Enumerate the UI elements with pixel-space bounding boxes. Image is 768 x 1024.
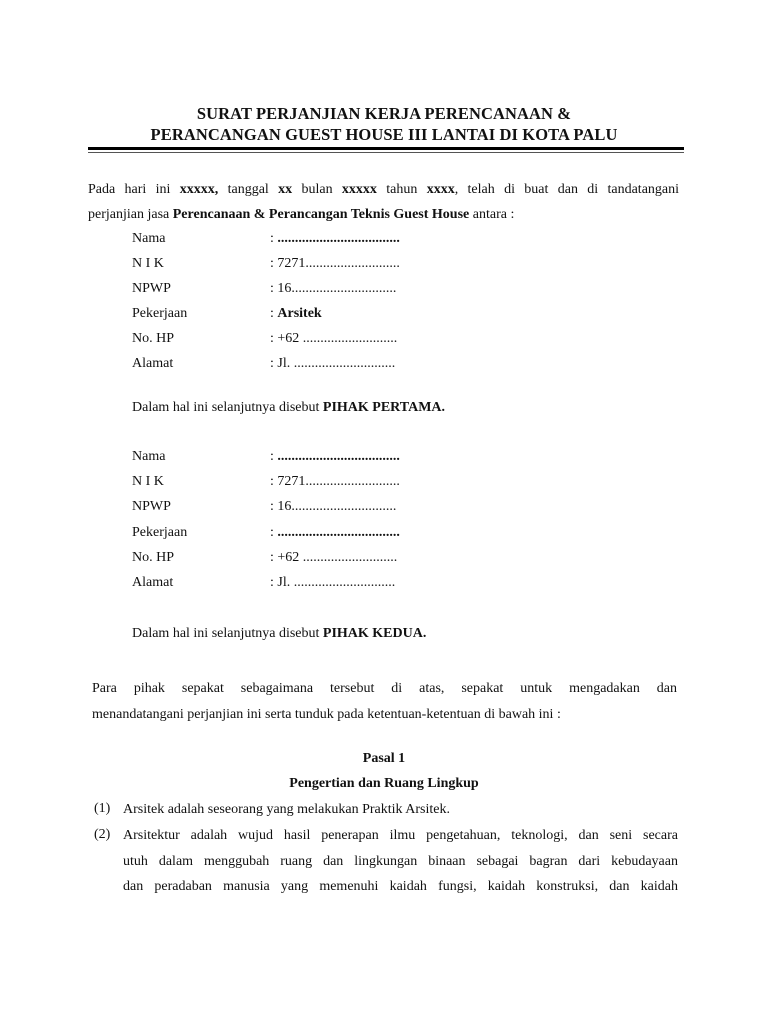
agreement-line-1: Para pihak sepakat sebagaimana tersebut di atas, sepakat untuk mengadakan dan [92,681,677,696]
pasal-item-2-line-1: Arsitektur adalah wujud hasil penerapan ilmu pengetahuan, teknologi, dan seni secara [123,828,678,843]
document-title-line1: SURAT PERJANJIAN KERJA PERENCANAAN & [196,104,572,123]
agreement-line-2: menandatangani perjanjian ini serta tunduk pada ketentuan-ketentuan di bawah ini : [92,707,561,722]
party2-label-pekerjaan: Pekerjaan [132,525,188,540]
pasal-item-1-line-1: Arsitek adalah seseorang yang melakukan Praktik Arsitek. [123,802,450,817]
party2-value-pekerjaan: : ................................... [270,525,400,540]
party2-label-alamat: Alamat [132,575,174,590]
party2-label-nik: N I K [132,474,164,489]
party1-statement: Dalam hal ini selanjutnya disebut PIHAK PERTAMA. [132,400,446,415]
party2-statement: Dalam hal ini selanjutnya disebut PIHAK KEDUA. [132,626,427,641]
party1-label-no-hp: No. HP [132,331,175,346]
party1-value-nama: : ................................... [270,231,400,246]
pasal-item-2-number: (2) [94,827,111,842]
party2-label-nama: Nama [132,449,166,464]
party2-label-no-hp: No. HP [132,550,175,565]
party1-value-no-hp: : +62 ........................... [270,331,398,346]
party2-value-nama: : ................................... [270,449,400,464]
title-underline-thin [88,152,684,153]
intro-line-2: perjanjian jasa Perencanaan & Perancangan Teknis Guest House antara : [88,207,515,222]
party2-value-npwp: : 16.............................. [270,499,397,514]
pasal-item-2-line-3: dan peradaban manusia yang memenuhi kaidah fungsi, kaidah konstruksi, dan kaidah [123,879,678,894]
party2-label-npwp: NPWP [132,499,171,514]
party2-value-alamat: : Jl. ............................. [270,575,396,590]
intro-line-1: Pada hari ini xxxxx, tanggal xx bulan xxxxx tahun xxxx, telah di buat dan di tandatangani [88,182,680,197]
party1-value-alamat: : Jl. ............................. [270,356,396,371]
party1-label-alamat: Alamat [132,356,174,371]
party1-label-nik: N I K [132,256,164,271]
title-underline-thick [88,147,684,150]
party1-value-pekerjaan: : Arsitek [270,306,322,321]
party1-value-nik: : 7271........................... [270,256,400,271]
pasal-subheading: Pengertian dan Ruang Lingkup [289,776,479,791]
party1-value-npwp: : 16.............................. [270,281,397,296]
pasal-heading: Pasal 1 [362,751,406,766]
party2-value-no-hp: : +62 ........................... [270,550,398,565]
party1-label-pekerjaan: Pekerjaan [132,306,188,321]
document-title-line2: PERANCANGAN GUEST HOUSE III LANTAI DI KOTA PALU [150,125,618,144]
party1-label-nama: Nama [132,231,166,246]
pasal-item-2-line-2: utuh dalam menggubah ruang dan lingkungan binaan sebagai bagran dari kebudayaan [123,854,678,869]
party2-value-nik: : 7271........................... [270,474,400,489]
pasal-item-1-number: (1) [94,801,111,816]
party1-label-npwp: NPWP [132,281,171,296]
